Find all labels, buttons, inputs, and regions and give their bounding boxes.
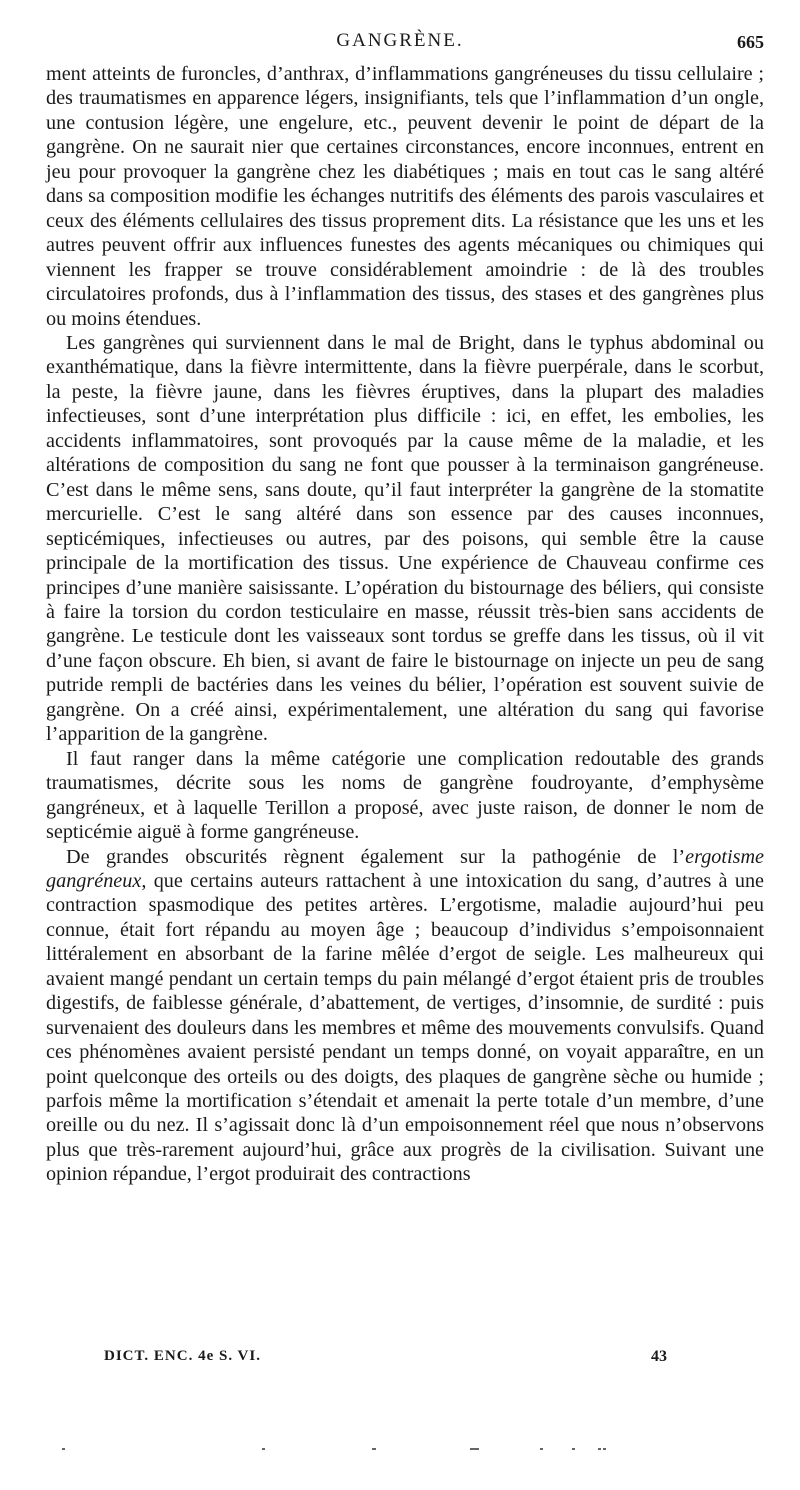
paragraph-3 [46, 747, 764, 845]
paragraph-4-text-before: De grandes obscurités règnent également sur la pathogénie de l’ [66, 845, 686, 868]
paragraph-4-text-after: , que certains auteurs rattachent à une intoxication du sang, d’autres à une contraction spasmodique des petites artères. L’ergotisme, maladie aujourd’hui peu connue, était fort répandu au moyen âge ; beaucoup d’individus s’empoisonnaient littéralement en absorbant de la farine mêlée d’ergot de seigle. Les malheureux qui avaient mangé pendant un certain temps du pain mélangé d’ergot étaient pris de troubles digestifs, de faiblesse générale, d’abattement, de vertiges, d’insomnie, de surdité : puis survenaient des douleurs dans les membres et même des mouvements convulsifs. Quand ces phénomènes avaient persisté pendant un temps donné, on voyait apparaître, en un point quelconque des orteils ou des doigts, des plaques de gangrène sèche ou humide ; parfois même la mortification s’étendait et amenait la perte totale d’un membre, d’une oreille ou du nez. Il s’agissait donc là d’un empoisonnement réel que nous n’observons plus que très-rarement aujourd’hui, grâce aux progrès de la civilisation. Suivant une opinion répandue, l’ergot produirait des contractions [46, 869, 764, 1186]
page-number: 665 [737, 32, 764, 52]
scan-specks [0, 1448, 800, 1452]
running-head [0, 30, 800, 56]
scan-speck [572, 1448, 575, 1450]
scan-speck [470, 1448, 479, 1450]
paragraph-2 [46, 331, 764, 747]
paragraph-2-text: Les gangrènes qui surviennent dans le mal de Bright, dans le typhus abdominal ou exanthématique, dans la fièvre intermittente, dans la fièvre puerpérale, dans le scorbut, la peste, la fièvre jaune, dans les fièvres éruptives, dans la plupart des maladies infectieuses, sont d’une interprétation plus difficile : ici, en effet, les embolies, les accidents inflammatoires, sont provoqués par la cause même de la maladie, et les altérations de composition du sang ne font que pousser à la terminaison gangréneuse. C’est dans le même sens, sans doute, qu’il faut interpréter la gangrène de la stomatite mercurielle. C’est le sang altéré dans son essence par des causes inconnues, septicémiques, infectieuses ou autres, par des poisons, qui semble être la cause principale de la mortification des tissus. Une expérience de Chauveau confirme ces principes d’une manière saisissante. L’opération du bistournage des béliers, qui consiste à faire la torsion du cordon testiculaire en masse, réussit très-bien sans accidents de gangrène. Le testicule dont les vaisseaux sont tordus se greffe dans les tissus, où il vit d’une façon obscure. Eh bien, si avant de faire le bistournage on injecte un peu de sang putride rempli de bactéries dans les veines du bélier, l’opération est souvent suivie de gangrène. On a créé ainsi, expérimentalement, une altération du sang qui favorise l’apparition de la gangrène. [46, 331, 764, 746]
paragraph-1-text: ment atteints de furoncles, d’anthrax, d’inflammations gangréneuses du tissu cellulaire ; des traumatismes en apparence légers, insignifiants, tels que l’inflammation d’un ongle, une contusion légère, une engelure, etc., peuvent devenir le point de départ de la gangrène. On ne saurait nier que certaines circonstances, encore inconnues, entrent en jeu pour provoquer la gangrène chez les diabétiques ; mais en tout cas le sang altéré dans sa composition modifie les échanges nutritifs des éléments des parois vasculaires et ceux des éléments cellulaires des tissus proprement dits. La résistance que les uns et les autres peuvent offrir aux influences funestes des agents mécaniques ou chimiques qui viennent les frapper se trouve considérablement amoindrie : de là des troubles circulatoires profonds, dus à l’inflammation des tissus, des stases et des gangrènes plus ou moins étendues. [46, 63, 764, 330]
scan-speck [372, 1448, 376, 1450]
paragraph-3-text: Il faut ranger dans la même catégorie une complication redoutable des grands traumatismes, décrite sous les noms de gangrène foudroyante, d’emphysème gangréneux, et à laquelle Terillon a proposé, avec juste raison, de donner le nom de septicémie aiguë à forme gangréneuse. [46, 747, 764, 844]
scan-speck [540, 1448, 543, 1450]
running-head-title: GANGRÈNE. [336, 30, 464, 51]
scan-speck [262, 1448, 265, 1450]
scan-speck [62, 1448, 65, 1450]
paragraph-4 [46, 845, 764, 1187]
sheet-number: 43 [651, 1348, 667, 1365]
scan-speck [598, 1448, 601, 1450]
page-footer [0, 1348, 800, 1372]
paragraph-4-italic-term: ergotisme gangréneux [46, 845, 764, 892]
signature-mark: DICT. ENC. 4e S. VI. [104, 1348, 261, 1364]
scan-speck [603, 1448, 606, 1450]
body-text [46, 62, 764, 1187]
paragraph-1 [46, 62, 764, 331]
